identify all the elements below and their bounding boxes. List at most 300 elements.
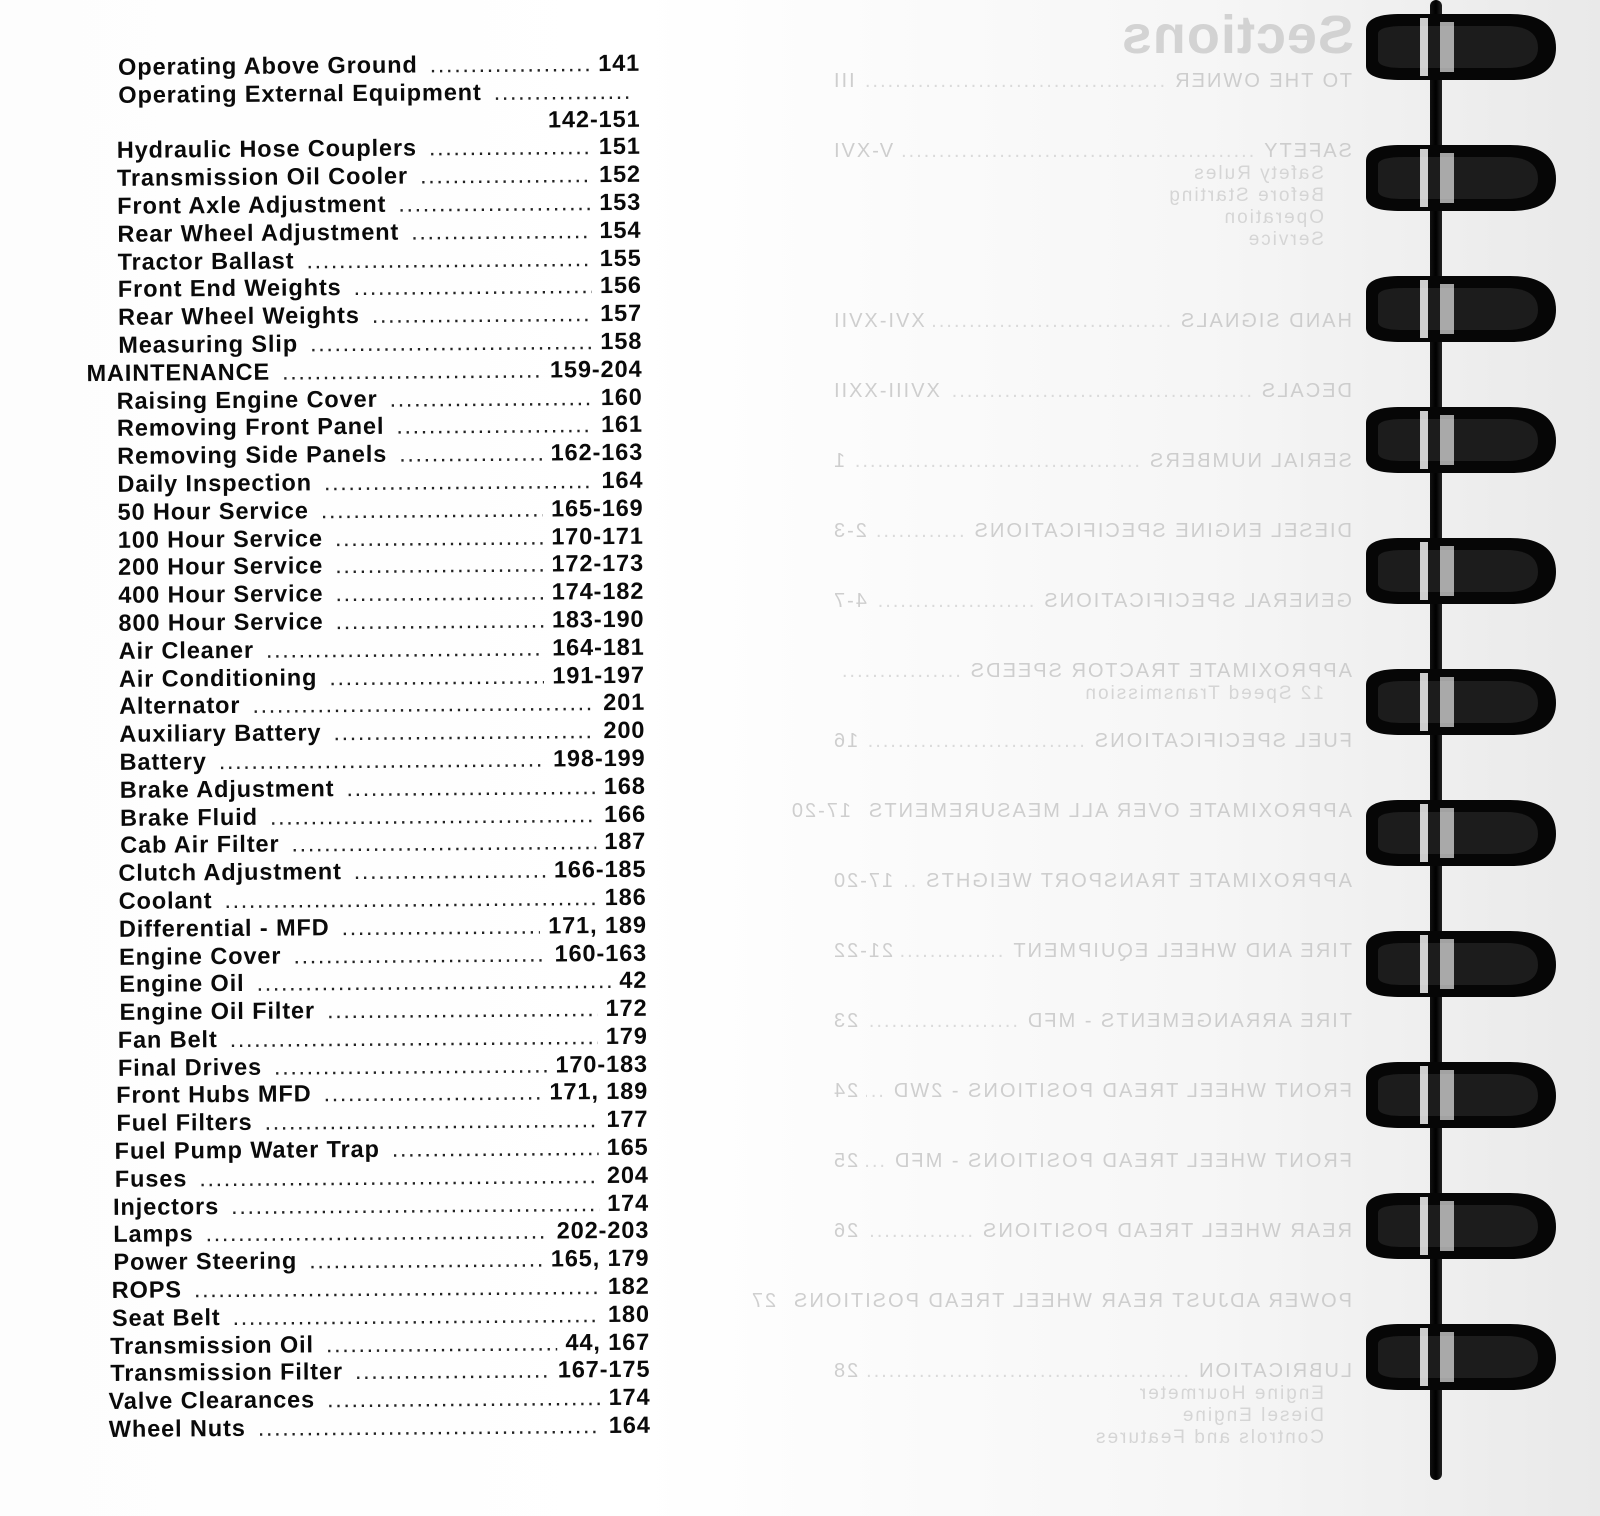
index-entry-label: Seat Belt (111, 1303, 221, 1331)
ghost-entry-line (832, 310, 1352, 333)
ghost-entry-page: 2-3 (832, 520, 867, 542)
dot-leader (329, 662, 544, 691)
ghost-entry-line (832, 380, 1352, 403)
ghost-entry-line (832, 450, 1352, 473)
ghost-entry-label: TIRE ARRANGEMENTS - MFD (1025, 1010, 1352, 1032)
index-entry-label: Daily Inspection (117, 469, 313, 497)
ghost-entry-line (832, 660, 1352, 683)
index-entry (80, 1384, 650, 1416)
ghost-entry-line (832, 520, 1352, 543)
dot-leader (291, 828, 596, 857)
ghost-section-entry (832, 870, 1352, 893)
index-entry (74, 522, 644, 554)
dot-leader (309, 1246, 543, 1275)
index-entry-label: Cab Air Filter (120, 830, 280, 859)
ghost-entry-label: FUEL SPECIFICATIONS (1092, 730, 1352, 752)
dot-leader (399, 440, 543, 468)
index-entry-label: Tractor Ballast (117, 247, 295, 275)
ghost-sub-entry: Operation (1222, 207, 1324, 228)
ghost-entry-label: TIRE AND WHEEL EQUIPMENT (1011, 940, 1352, 962)
dot-leader (355, 1357, 550, 1386)
dot-leader (230, 1023, 598, 1053)
ghost-entry-line (832, 1080, 1352, 1103)
ghost-section-entry (749, 1290, 1352, 1313)
index-entry (80, 1301, 650, 1333)
ghost-entry-page: 16 (832, 730, 859, 752)
index-entry (75, 689, 645, 721)
ghost-sub-entry: Controls and Features (1094, 1427, 1324, 1448)
dot-leader (306, 245, 592, 274)
index-entry-page: 160-163 (554, 939, 648, 966)
ghost-entry-page: 26 (832, 1220, 859, 1242)
index-entry-page: 172-173 (551, 550, 645, 577)
ghost-entry-label: APPROXIMATE OVER ALL MEASUREMENTS (867, 800, 1352, 822)
ghost-dot-leader (901, 870, 916, 893)
ghost-entry-label: APPROXIMATE TRACTOR SPEEDS (968, 660, 1352, 682)
index-entry-page: 198-199 (552, 744, 646, 772)
ghost-entry-page: 17-20 (789, 800, 852, 822)
dot-leader (335, 523, 544, 552)
index-entry-page: 158 (600, 327, 643, 355)
ghost-entry-line (832, 870, 1352, 893)
binding-coil (1360, 925, 1560, 1003)
index-entry-label: Front Hubs MFD (116, 1080, 312, 1109)
ghost-entry-line (789, 800, 1352, 823)
dot-leader (231, 1190, 599, 1220)
index-entry (72, 272, 642, 304)
ghost-entry-line (832, 1010, 1352, 1033)
index-entry (80, 1273, 650, 1305)
ghost-section-entry (832, 140, 1352, 251)
ghost-dot-leader (866, 1150, 885, 1173)
dot-leader (282, 356, 542, 385)
index-entry-page: 157 (600, 299, 643, 327)
ghost-section-entry (832, 380, 1352, 403)
index-entry-page: 202-203 (556, 1217, 650, 1244)
dot-leader (219, 745, 545, 775)
ghost-dot-leader (866, 1010, 1018, 1033)
index-entry-label: Operating External Equipment (118, 78, 482, 108)
index-entry-label: Removing Side Panels (117, 440, 388, 470)
index-entry-page: 165-169 (550, 494, 644, 522)
index-entry (74, 606, 644, 638)
ghost-entry-page: XVIII-XXII (832, 380, 940, 402)
ghost-page-title: Sections (1120, 5, 1354, 65)
index-entry-label: Engine Oil Filter (119, 997, 316, 1025)
index-entry-page: 165, 179 (550, 1244, 650, 1272)
dot-leader (327, 1384, 601, 1413)
index-entry-label: Removing Front Panel (116, 413, 385, 442)
ghost-dot-leader (875, 520, 965, 543)
index-entry (80, 1328, 650, 1360)
index-entry (81, 1412, 651, 1444)
ghost-section-entry (832, 520, 1352, 543)
ghost-entry-label: SAFETY (1262, 140, 1352, 162)
index-entry-page: 155 (599, 244, 642, 271)
index-entry (73, 383, 643, 415)
ghost-dot-leader (866, 730, 1085, 753)
index-entry (76, 800, 646, 832)
index-entry-page: 174 (607, 1189, 650, 1216)
dot-leader (274, 1051, 548, 1080)
index-entry-label: Brake Fluid (119, 803, 258, 831)
ghost-dot-leader (901, 940, 1003, 963)
index-entry (72, 300, 642, 332)
ghost-entry-page: 23 (832, 1010, 859, 1032)
index-entry (72, 356, 642, 388)
index-entry-label: 800 Hour Service (118, 608, 324, 636)
dot-leader (270, 801, 596, 831)
index-entry (70, 105, 640, 137)
index-entry-page: 164 (608, 1411, 651, 1439)
index-entry-label: Raising Engine Cover (116, 385, 378, 414)
ghost-sub-entry: Safety Rules (1192, 163, 1324, 184)
index-entry (77, 939, 647, 971)
ghost-entry-page: 25 (832, 1150, 859, 1172)
ghost-entry-line (832, 70, 1352, 93)
dot-leader (224, 884, 597, 914)
ghost-dot-leader (933, 310, 1171, 333)
index-entry-page: 159-204 (549, 355, 643, 383)
index-entry-page: 168 (603, 772, 646, 799)
index-entry (71, 133, 641, 165)
index-entry-label: Power Steering (113, 1247, 298, 1276)
index-entry-page: 170-183 (555, 1050, 649, 1078)
index-entry-page: 152 (598, 160, 642, 188)
dot-leader (396, 412, 593, 441)
dot-leader (199, 1162, 599, 1192)
index-entry (80, 1356, 650, 1388)
dot-leader (335, 579, 544, 608)
binding-coil (1360, 139, 1560, 217)
binding-coil (1360, 270, 1560, 348)
ghost-entry-line (832, 140, 1352, 163)
index-entry-label: 50 Hour Service (117, 497, 309, 525)
dot-leader (346, 773, 596, 802)
index-entry-label: Operating Above Ground (118, 51, 418, 80)
index-entry-page: 171, 189 (549, 1078, 649, 1105)
ghost-sub-entry: Engine Hourmeter (1137, 1383, 1324, 1404)
index-entry-label: Front End Weights (117, 274, 342, 303)
index-entry-page: 171, 189 (548, 911, 647, 939)
ghost-section-entry (832, 1150, 1352, 1173)
ghost-entry-line (832, 940, 1352, 963)
index-entry-label: Engine Oil (119, 970, 245, 998)
ghost-entry-page: 17-20 (832, 870, 894, 892)
index-entry (75, 745, 645, 777)
index-entry-page: 164 (601, 466, 644, 494)
index-entry-page: 186 (604, 883, 647, 910)
index-entry (78, 1050, 648, 1082)
index-entry-page: 161 (600, 411, 644, 438)
index-entry-label: Rear Wheel Adjustment (117, 218, 400, 247)
index-entry-page: 191-197 (552, 661, 645, 689)
dot-leader (256, 967, 611, 997)
ghost-entry-page: 24 (832, 1080, 859, 1102)
index-entry (75, 633, 645, 665)
dot-leader (494, 78, 633, 106)
index-entry-label: Hydraulic Hose Couplers (116, 134, 418, 164)
ghost-dot-leader (875, 590, 1034, 613)
index-entry-label: Fuses (114, 1165, 188, 1192)
ghost-entry-page: 1 (832, 450, 846, 472)
ghost-entry-line (749, 1290, 1352, 1313)
ghost-section-entry (832, 1360, 1352, 1449)
index-entry-label: 400 Hour Service (118, 580, 324, 609)
index-entry-page: 179 (605, 1022, 648, 1049)
dot-leader (310, 328, 593, 357)
binding-coil (1360, 794, 1560, 872)
ghost-section-entry (832, 70, 1352, 93)
index-entry-page: 182 (607, 1272, 650, 1300)
ghost-dot-leader (866, 1360, 1189, 1383)
dot-leader (205, 1218, 548, 1248)
dot-leader (233, 1301, 601, 1331)
maintenance-index-list (70, 50, 651, 1444)
index-entry-label: Air Conditioning (118, 663, 318, 692)
ghost-entry-page: 27 (749, 1290, 777, 1312)
ghost-entry-label: REAR WHEEL TREAD POSITIONS (981, 1220, 1352, 1242)
ghost-section-entry (832, 1010, 1352, 1033)
ghost-entry-label: GENERAL SPECIFICATIONS (1042, 590, 1352, 612)
index-entry-label: Fan Belt (117, 1026, 218, 1053)
index-entry-page: 174 (608, 1383, 651, 1411)
ghost-entry-label: HAND SIGNALS (1179, 310, 1352, 332)
index-entry-label: Coolant (118, 887, 213, 914)
index-entry (72, 244, 642, 276)
ghost-entry-label: SERIAL NUMBERS (1148, 450, 1352, 472)
dot-leader (327, 995, 598, 1024)
binding-coil (1360, 1056, 1560, 1134)
binding-coil (1360, 8, 1560, 86)
index-entry-label: Injectors (112, 1192, 220, 1220)
index-entry (75, 717, 645, 749)
index-entry (73, 467, 643, 499)
ghost-entry-line (832, 730, 1352, 753)
index-entry (76, 856, 646, 888)
ghost-section-entry (832, 590, 1352, 613)
dot-leader (194, 1273, 600, 1303)
index-entry (74, 578, 644, 610)
ghost-entry-page: 21-22 (832, 940, 894, 962)
dot-leader (323, 1079, 541, 1108)
index-entry (79, 1189, 649, 1221)
index-entry-label: Clutch Adjustment (118, 858, 342, 886)
index-entry-page: 42 (619, 967, 648, 994)
dot-leader (252, 689, 595, 719)
index-entry-page: 174-182 (551, 577, 645, 605)
index-entry (78, 1078, 648, 1110)
index-entry (73, 439, 643, 471)
ghost-entry-label: LUBRICATION (1197, 1360, 1352, 1382)
ghost-entry-line (832, 1150, 1352, 1173)
index-entry-label: Engine Cover (118, 942, 282, 970)
ghost-section-entry (832, 660, 1352, 705)
dot-leader (258, 1412, 601, 1442)
index-entry (74, 494, 644, 526)
index-entry (77, 884, 647, 916)
ghosted-sections-page (749, 0, 1360, 1516)
index-entry (74, 550, 644, 582)
index-entry-page: 160 (600, 383, 643, 410)
index-entry-page: 166-185 (553, 855, 647, 883)
ghost-dot-leader (948, 380, 1252, 403)
dot-leader (266, 634, 544, 663)
index-entry (71, 189, 641, 221)
dot-leader (420, 161, 591, 189)
dot-leader (411, 217, 591, 245)
index-entry-label: Wheel Nuts (108, 1414, 246, 1443)
ghost-section-entry (832, 450, 1352, 473)
index-entry-page: 153 (599, 188, 642, 216)
index-entry (70, 50, 640, 82)
dot-leader (429, 134, 591, 162)
ghost-dot-leader (866, 1220, 973, 1243)
dot-leader (335, 606, 544, 635)
binding-coil (1360, 532, 1560, 610)
ghost-entry-label: FRONT WHEEL TREAD POSITIONS - MFD (893, 1150, 1352, 1172)
dot-leader (342, 912, 541, 941)
binding-coil (1360, 401, 1560, 479)
dot-leader (354, 857, 546, 886)
index-entry-label: 200 Hour Service (117, 552, 324, 581)
index-entry (79, 1245, 649, 1277)
index-entry-label: Measuring Slip (118, 330, 299, 358)
ghost-entry-page: 28 (832, 1360, 859, 1382)
dot-leader (372, 300, 593, 329)
index-entry (77, 911, 647, 943)
index-entry-label: Transmission Filter (110, 1358, 344, 1387)
dot-leader (326, 1329, 558, 1358)
binding-coil (1360, 1318, 1560, 1396)
index-entry-page: 165 (606, 1133, 649, 1161)
index-entry-label: ROPS (111, 1276, 183, 1304)
index-entry (79, 1217, 649, 1249)
index-entry-label: Final Drives (117, 1053, 263, 1081)
dot-leader (333, 717, 595, 746)
index-entry-page: 177 (606, 1106, 649, 1133)
index-entry-page: 156 (599, 272, 642, 299)
dot-leader (321, 495, 544, 524)
index-entry-page: 151 (598, 133, 641, 160)
index-entry-page: 142-151 (547, 105, 641, 133)
dot-leader (293, 940, 546, 969)
index-entry-page: 201 (603, 689, 646, 716)
ghost-sub-entry: 12 Speed Transmission (1083, 683, 1324, 704)
binding-coil (1360, 663, 1560, 741)
index-entry-page: 166 (603, 800, 647, 827)
ghost-dot-leader (863, 70, 1166, 93)
ghost-entry-page: V-XVI (832, 140, 894, 162)
index-entry (79, 1162, 649, 1194)
index-entry-label: Differential - MFD (118, 913, 330, 942)
index-entry (77, 967, 647, 999)
ghost-entry-label: DIESEL ENGINE SPECIFICATIONS (972, 520, 1352, 542)
index-entry-label: Valve Clearances (108, 1386, 316, 1415)
ghost-entry-line (832, 1360, 1352, 1383)
index-entry-page: 164-181 (552, 633, 645, 661)
ghost-entry-label: POWER ADJUST REAR WHEEL TREAD POSITIONS (792, 1290, 1352, 1312)
ghost-sub-entry: Before Starting (1167, 185, 1324, 206)
dot-leader (353, 273, 592, 302)
binding-coil (1360, 1187, 1560, 1265)
index-entry-page: 44, 167 (565, 1328, 651, 1356)
index-entry-label: Fuel Pump Water Trap (114, 1135, 380, 1164)
ghost-dot-leader (840, 660, 961, 683)
dot-leader (324, 467, 594, 496)
index-entry-page: 172 (605, 994, 648, 1022)
index-entry (76, 772, 646, 804)
dot-leader (392, 1134, 599, 1163)
index-entry-page: 162-163 (550, 438, 644, 466)
index-entry-label: 100 Hour Service (117, 524, 324, 553)
index-entry-page: 167-175 (557, 1356, 651, 1383)
ghost-section-entry (832, 1080, 1352, 1103)
index-entry-label: Air Cleaner (118, 636, 255, 664)
index-entry-page: 200 (603, 716, 646, 744)
dot-leader (335, 551, 544, 580)
ghost-entry-line (832, 1220, 1352, 1243)
ghost-entry-label: TO THE OWNER (1173, 70, 1352, 92)
index-entry-page: 183-190 (551, 605, 645, 633)
index-entry (70, 78, 640, 110)
ghost-section-entry (789, 800, 1352, 823)
ghost-entry-label: FRONT WHEEL TREAD POSITIONS - 2WD (891, 1080, 1352, 1102)
index-entry (77, 995, 647, 1027)
dot-leader (430, 50, 591, 78)
ghost-section-entry (832, 310, 1352, 333)
ghost-dot-leader (866, 1080, 884, 1103)
index-entry (72, 328, 642, 360)
index-entry (79, 1134, 649, 1166)
ghost-section-entry (832, 730, 1352, 753)
index-entry-page: 204 (606, 1161, 649, 1188)
index-entry (71, 161, 641, 193)
ghost-entry-label: APPROXIMATE TRANSPORT WEIGHTS (924, 870, 1352, 892)
spiral-binding (1360, 0, 1600, 1516)
ghost-section-entry (832, 1220, 1352, 1243)
index-entry-label: Fuel Filters (116, 1109, 253, 1137)
ghost-entry-page: III (832, 70, 855, 92)
index-entry-label: MAINTENANCE (86, 358, 271, 386)
index-entry-page: 170-171 (551, 522, 644, 550)
index-entry-label: Transmission Oil (110, 1331, 315, 1359)
index-entry-label: Rear Wheel Weights (117, 302, 360, 331)
ghost-sub-entry: Diesel Engine (1180, 1405, 1324, 1426)
dot-leader (264, 1106, 598, 1136)
ghost-dot-leader (853, 450, 1140, 473)
ghost-entry-page: 4-7 (832, 590, 867, 612)
index-entry (75, 661, 645, 693)
ghost-section-entry (832, 940, 1352, 963)
index-entry-label: Transmission Oil Cooler (116, 162, 409, 192)
index-entry-page: 141 (598, 49, 641, 77)
index-entry-label: Battery (119, 748, 207, 775)
ghost-entry-line (832, 590, 1352, 613)
index-entry (78, 1023, 648, 1055)
index-entry-label: Lamps (113, 1220, 194, 1248)
index-entry-label: Front Axle Adjustment (117, 190, 387, 219)
index-entry-page: 187 (604, 828, 647, 855)
index-entry-label: Auxiliary Battery (119, 719, 322, 747)
ghost-entry-page: XVI-XVII (832, 310, 925, 332)
index-entry-label: Brake Adjustment (119, 774, 335, 803)
index-entry (78, 1106, 648, 1138)
index-entry-page: 180 (607, 1300, 651, 1327)
ghost-dot-leader (901, 140, 1254, 163)
dot-leader (390, 384, 593, 413)
dot-leader (398, 189, 591, 218)
